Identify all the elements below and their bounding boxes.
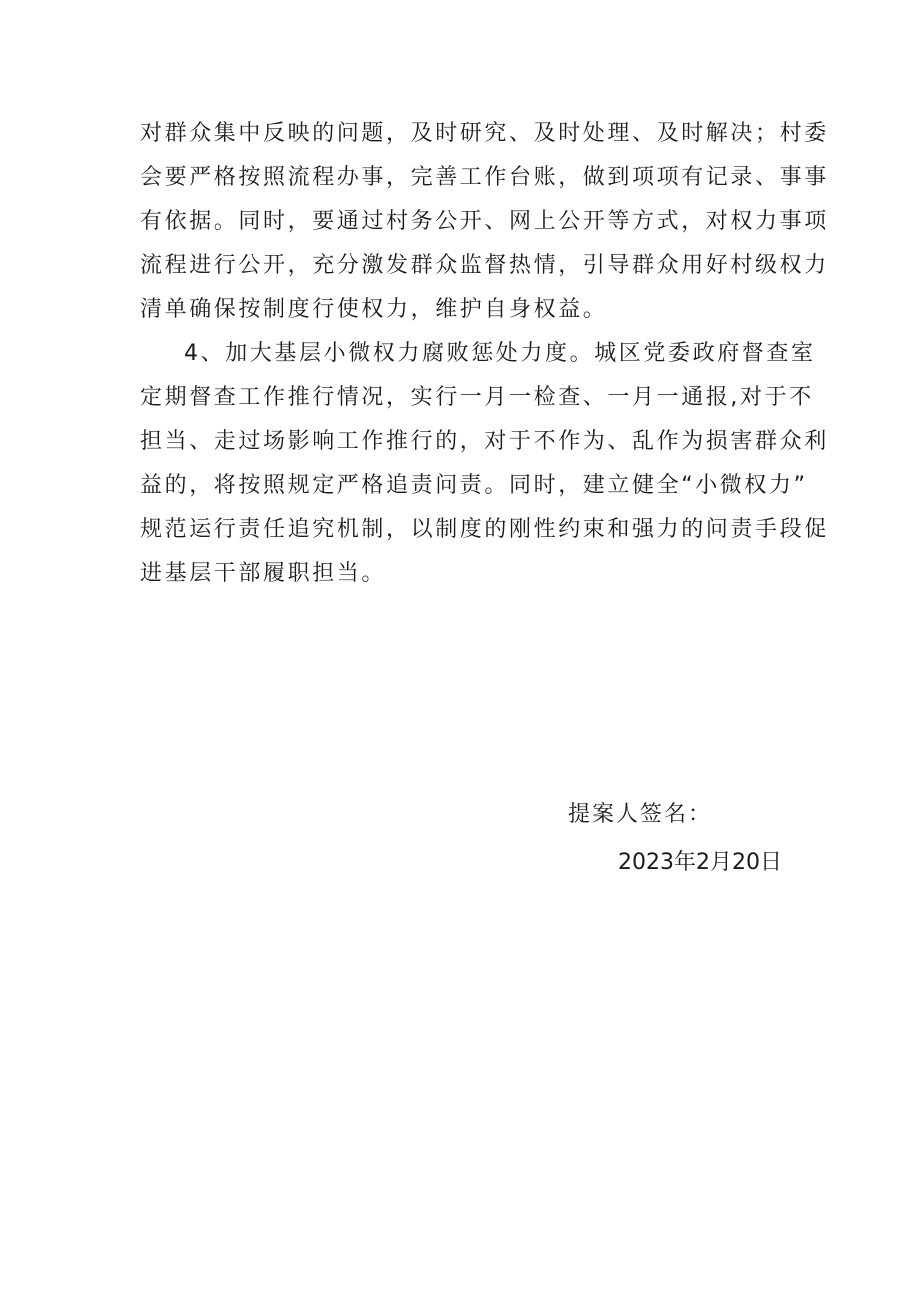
signature-label: 提案人签名： [567,802,712,827]
paragraph-1-line-5: 清单确保按制度行使权力，维护自身权益。 [140,297,608,322]
paragraph-1-line-2: 会要严格按照流程办事，完善工作台账，做到项项有记录、事事 [140,165,829,190]
paragraph-2-line-2: 定期督查工作推行情况，实行一月一检查、一月一通报,对于不 [140,385,814,410]
paragraph-1-line-1: 对群众集中反映的问题，及时研究、及时处理、及时解决；村委 [140,121,829,146]
paragraph-2-line-3: 担当、走过场影响工作推行的，对于不作为、乱作为损害群众利 [140,429,829,454]
document-body [140,112,829,596]
paragraph-2-line-4: 益的，将按照规定严格追责问责。同时，建立健全“小微权力” [140,473,808,498]
signature-block [140,793,782,885]
signature-date: 2023年2月20日 [618,850,782,875]
paragraph-2-line-5: 规范运行责任追究机制，以制度的刚性约束和强力的问责手段促 [140,517,829,542]
paragraph-1-line-3: 有依据。同时，要通过村务公开、网上公开等方式，对权力事项 [140,209,829,234]
paragraph-1-line-4: 流程进行公开，充分激发群众监督热情，引导群众用好村级权力 [140,253,829,278]
paragraph-2-line-1: 4、加大基层小微权力腐败惩处力度。城区党委政府督查室 [184,341,816,366]
paragraph-2-line-6: 进基层干部履职担当。 [140,561,387,586]
